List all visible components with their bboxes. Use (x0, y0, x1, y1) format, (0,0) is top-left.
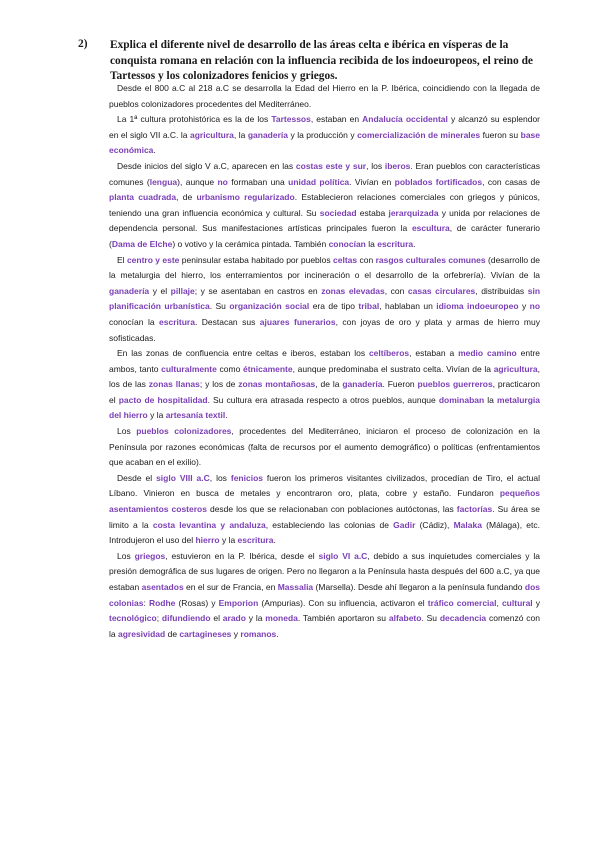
paragraph-text: . Su cultura era atrasada respecto a otros pueblos, aunque (207, 394, 439, 405)
paragraph-text: peninsular estaba habitado por pueblos (179, 254, 334, 265)
paragraph-text: , de (176, 192, 197, 203)
paragraph-text: (Málaga), etc. Introdujeron el uso del (109, 519, 541, 546)
highlighted-term: hierro (195, 535, 220, 546)
paragraph-text: ), aunque (177, 176, 218, 187)
paragraph-text: , los (366, 160, 385, 171)
paragraph-text: y (532, 597, 540, 608)
paragraph-text: : (143, 597, 149, 608)
highlighted-term: centro y este (126, 254, 180, 265)
paragraph-text: la (365, 238, 378, 249)
paragraph-text: . Su (421, 613, 440, 624)
highlighted-term: culturalmente (161, 363, 217, 374)
highlighted-term: celtas (333, 254, 358, 265)
paragraph-text: ; (156, 613, 162, 624)
paragraph-text: la (484, 394, 498, 405)
highlighted-term: tráfico comercial (427, 597, 497, 608)
paragraph-text: . (273, 535, 276, 546)
paragraph-text: formaban una (227, 176, 289, 187)
paragraph-text: , la (233, 129, 248, 140)
highlighted-term: Emporion (218, 597, 259, 608)
highlighted-term: poblados fortificados (394, 176, 483, 187)
paragraph-text: ; y se asentaban en castros en (194, 285, 322, 296)
highlighted-term: escritura (377, 238, 414, 249)
highlighted-term: ajuares funerarios (259, 316, 336, 327)
paragraph-text: La 1ª cultura protohistórica es la de los (117, 114, 272, 125)
paragraph-text: Desde inicios del siglo V a.C, aparecen en las (117, 160, 296, 171)
highlighted-term: Massalia (277, 582, 314, 592)
paragraph-text: Desde el 800 a.C al 218 a.C se desarrolla la Edad del Hierro en la P. Ibérica, coincidiendo con la llegada de pueblos colonizadores procedentes del Mediterráneo. (109, 83, 540, 109)
paragraph-text: Los (117, 550, 135, 561)
highlighted-term: pequeños asentamientos costeros (109, 488, 540, 515)
highlighted-term: comercialización de minerales (357, 129, 481, 140)
highlighted-term: decadencia (439, 613, 487, 624)
answer-paragraph (109, 424, 540, 471)
highlighted-term: organización social (229, 301, 310, 312)
paragraph-text: . Establecieron relaciones comerciales con griegos y púnicos, teniendo una gran influencia económica y cultural. Su (109, 192, 540, 218)
answer-paragraph (109, 549, 540, 643)
highlighted-term: Malaka (453, 519, 482, 530)
paragraph-text: , los de las (109, 363, 540, 390)
highlighted-term: iberos (384, 160, 411, 171)
highlighted-term: metalurgia del hierro (109, 394, 541, 421)
paragraph-text: , estuvieron en la P. Ibérica, desde el (165, 550, 319, 561)
paragraph-text: Desde el (117, 472, 157, 483)
highlighted-term: conocían (328, 238, 366, 249)
highlighted-term: moneda (265, 613, 298, 624)
highlighted-term: dominaban (438, 394, 485, 405)
paragraph-text: en el sur de Francia, en (183, 582, 278, 592)
highlighted-term: celtíberos (368, 348, 410, 359)
highlighted-term: escultura (411, 223, 450, 234)
paragraph-text: comenzó con la (109, 613, 541, 639)
highlighted-term: cultural (501, 597, 533, 608)
highlighted-term: Tartessos (271, 114, 311, 125)
paragraph-text: y la producción y (288, 129, 358, 140)
answer-paragraph (109, 346, 540, 424)
highlighted-term: lengua (149, 176, 178, 187)
paragraph-text: . Destacan sus (194, 316, 260, 327)
paragraph-text: . Eran pueblos con características comunes ( (109, 160, 541, 187)
paragraph-text: . También aportaron su (297, 613, 389, 624)
highlighted-term: casas circulares (407, 285, 476, 296)
highlighted-term: unidad política (288, 176, 350, 187)
paragraph-text: , estableciendo las colonias de (265, 519, 394, 530)
paragraph-text: Los (117, 426, 137, 437)
paragraph-text: , aunque predominaba el sustrato celta. Vivían de la (292, 363, 494, 374)
paragraph-text: , con casas de (482, 176, 541, 187)
highlighted-term: pacto de hospitalidad (118, 394, 208, 405)
highlighted-term: ganadería (247, 129, 288, 140)
highlighted-term: idioma indoeuropeo (436, 301, 519, 312)
highlighted-term: agresividad (117, 628, 166, 639)
highlighted-term: pueblos guerreros (417, 379, 493, 390)
highlighted-term: planta cuadrada (109, 192, 177, 203)
paragraph-text: , con joyas de oro y plata y armas de hierro muy sofisticadas. (109, 316, 540, 343)
highlighted-term: jerarquizada (388, 207, 439, 218)
highlighted-term: sin planificación urbanística (109, 285, 541, 312)
highlighted-term: factorías (456, 504, 493, 515)
highlighted-term: cartagineses (179, 628, 232, 639)
paragraph-text: y la (245, 613, 266, 624)
answer-paragraph (109, 159, 540, 253)
paragraph-text: , distribuidas (475, 285, 528, 296)
paragraph-text: ) o votivo y la cerámica pintada. También (172, 238, 329, 249)
paragraph-text: estaba (356, 207, 389, 218)
highlighted-term: costa levantina y andaluza (152, 519, 266, 530)
highlighted-term: dos colonias (109, 582, 540, 608)
highlighted-term: no (217, 176, 228, 187)
paragraph-text: , de la (315, 379, 343, 390)
paragraph-text: , hablaban un (379, 301, 437, 312)
highlighted-term: costas este y sur (295, 160, 367, 171)
paragraph-text: y la (219, 535, 238, 546)
highlighted-term: Rodhe (148, 597, 176, 608)
highlighted-term: urbanismo regularizado (196, 192, 295, 203)
paragraph-text: el (210, 613, 223, 624)
question-text: Explica el diferente nivel de desarrollo de las áreas celta e ibérica en vísperas de la conquista romana en relación con la influencia recibida de los indoeuropeos, el reino de Tartessos y los colonizadores fenicios y griegos. (110, 39, 533, 82)
highlighted-term: tecnológico (109, 613, 157, 624)
highlighted-term: romanos (240, 628, 277, 639)
highlighted-term: base económica (109, 129, 540, 156)
paragraph-text: y alcanzó su esplendor en el siglo VII a.C. la (109, 114, 541, 140)
highlighted-term: alfabeto (388, 613, 422, 624)
paragraph-text: . Vivían en (349, 176, 395, 187)
highlighted-term: ganadería (342, 379, 383, 390)
question-number: 2) (78, 38, 88, 50)
highlighted-term: no (529, 301, 541, 312)
paragraph-text: (desarrollo de la metalurgia del hierro, los enterramientos por incineración o el desarrollo de la orfebrería). Vivían de la (109, 254, 540, 281)
paragraph-text: como (216, 363, 243, 374)
paragraph-text: fueron su (480, 129, 521, 140)
paragraph-text: (Rosas) y (175, 597, 219, 608)
paragraph-text: , de carácter funerario ( (109, 223, 540, 249)
highlighted-term: Gadir (393, 519, 416, 530)
paragraph-text: entre ambos, tanto (109, 348, 540, 374)
paragraph-text: era de tipo (309, 301, 359, 312)
paragraph-text: de (165, 628, 180, 639)
paragraph-text: . (153, 145, 156, 156)
highlighted-term: tribal (358, 301, 380, 312)
highlighted-term: siglo VI a.C (318, 550, 368, 561)
highlighted-term: zonas montañosas (238, 379, 316, 390)
highlighted-term: griegos (134, 550, 166, 561)
highlighted-term: escritura (237, 535, 274, 546)
paragraph-text: . Su área se limito a la (109, 504, 540, 530)
highlighted-term: escritura (159, 316, 195, 327)
highlighted-term: sociedad (319, 207, 357, 218)
highlighted-term: difundiendo (161, 613, 211, 624)
paragraph-text: y el (149, 285, 171, 296)
paragraph-text: . (225, 410, 228, 421)
highlighted-term: rasgos culturales comunes (375, 254, 486, 265)
paragraph-text: , estaban en (310, 114, 363, 125)
highlighted-term: agricultura (189, 129, 234, 140)
highlighted-term: zonas llanas (148, 379, 200, 390)
paragraph-text: desde los que se relacionaban con poblaciones autóctonas, las (206, 504, 457, 515)
paragraph-text: El (117, 254, 127, 265)
highlighted-term: arado (222, 613, 246, 624)
paragraph-text: . Fueron (382, 379, 418, 390)
paragraph-text: fueron los primeros visitantes civilizados, procedían de Tiro, el actual Líbano. Vinieron en busca de metales y encontraron oro, plata, cobre y estaño. Fundaron (109, 472, 541, 499)
highlighted-term: medio camino (458, 348, 517, 359)
paragraph-text: conocían la (109, 316, 160, 327)
paragraph-text: y (518, 301, 530, 312)
paragraph-text: ; y los de (199, 379, 239, 390)
highlighted-term: pillaje (170, 285, 195, 296)
paragraph-text: En las zonas de confluencia entre celtas e iberos, estaban los (117, 348, 369, 359)
highlighted-term: étnicamente (243, 363, 293, 374)
answer-body (109, 81, 540, 642)
paragraph-text: . (413, 238, 416, 249)
paragraph-text: , practicaron el (109, 379, 540, 405)
paragraph-text: , estaban a (409, 348, 459, 359)
paragraph-text: , debido a sus inquietudes comerciales y la presión demográfica de sus lugares de origen. Pero no llegaron a la Península hasta después del 600 a.C, ya que estaban (109, 550, 540, 592)
paragraph-text: . Su (209, 301, 230, 312)
paragraph-text: con (357, 254, 376, 265)
paragraph-text: , procedentes del Mediterráneo, iniciaron el proceso de colonización en la Península por razones económicas (falta de recursos por el aumento demográfico) o políticas (enfrentamientos que acaban en el exilio). (109, 426, 540, 468)
paragraph-text: , con (384, 285, 408, 296)
paragraph-text: (Marsella). Desde ahí llegaron a la península fundando (313, 582, 525, 592)
highlighted-term: fenicios (230, 472, 263, 483)
paragraph-text: y la (147, 410, 166, 421)
highlighted-term: agricultura (493, 363, 538, 374)
highlighted-term: ganadería (109, 285, 150, 296)
paragraph-text: (Ampurias). Con su influencia, activaron el (258, 597, 428, 608)
highlighted-term: siglo VIII a.C (156, 472, 210, 483)
paragraph-text: . (276, 628, 279, 639)
answer-paragraph (109, 112, 540, 159)
highlighted-term: zonas elevadas (321, 285, 385, 296)
paragraph-text: , (496, 597, 502, 608)
highlighted-term: Dama de Elche (111, 238, 173, 249)
answer-paragraph (109, 471, 540, 549)
highlighted-term: artesanía textil (165, 410, 226, 421)
paragraph-text: y unida por relaciones de dependencia personal. Sus manifestaciones artísticas principales fueron la (109, 207, 540, 234)
answer-paragraph (109, 81, 540, 112)
answer-paragraph (109, 253, 540, 347)
highlighted-term: pueblos colonizadores (136, 426, 232, 437)
paragraph-text: y (231, 628, 241, 639)
paragraph-text: (Cádiz), (415, 519, 454, 530)
highlighted-term: asentados (141, 582, 184, 592)
paragraph-text: , los (209, 472, 231, 483)
highlighted-term: Andalucía occidental (362, 114, 448, 125)
